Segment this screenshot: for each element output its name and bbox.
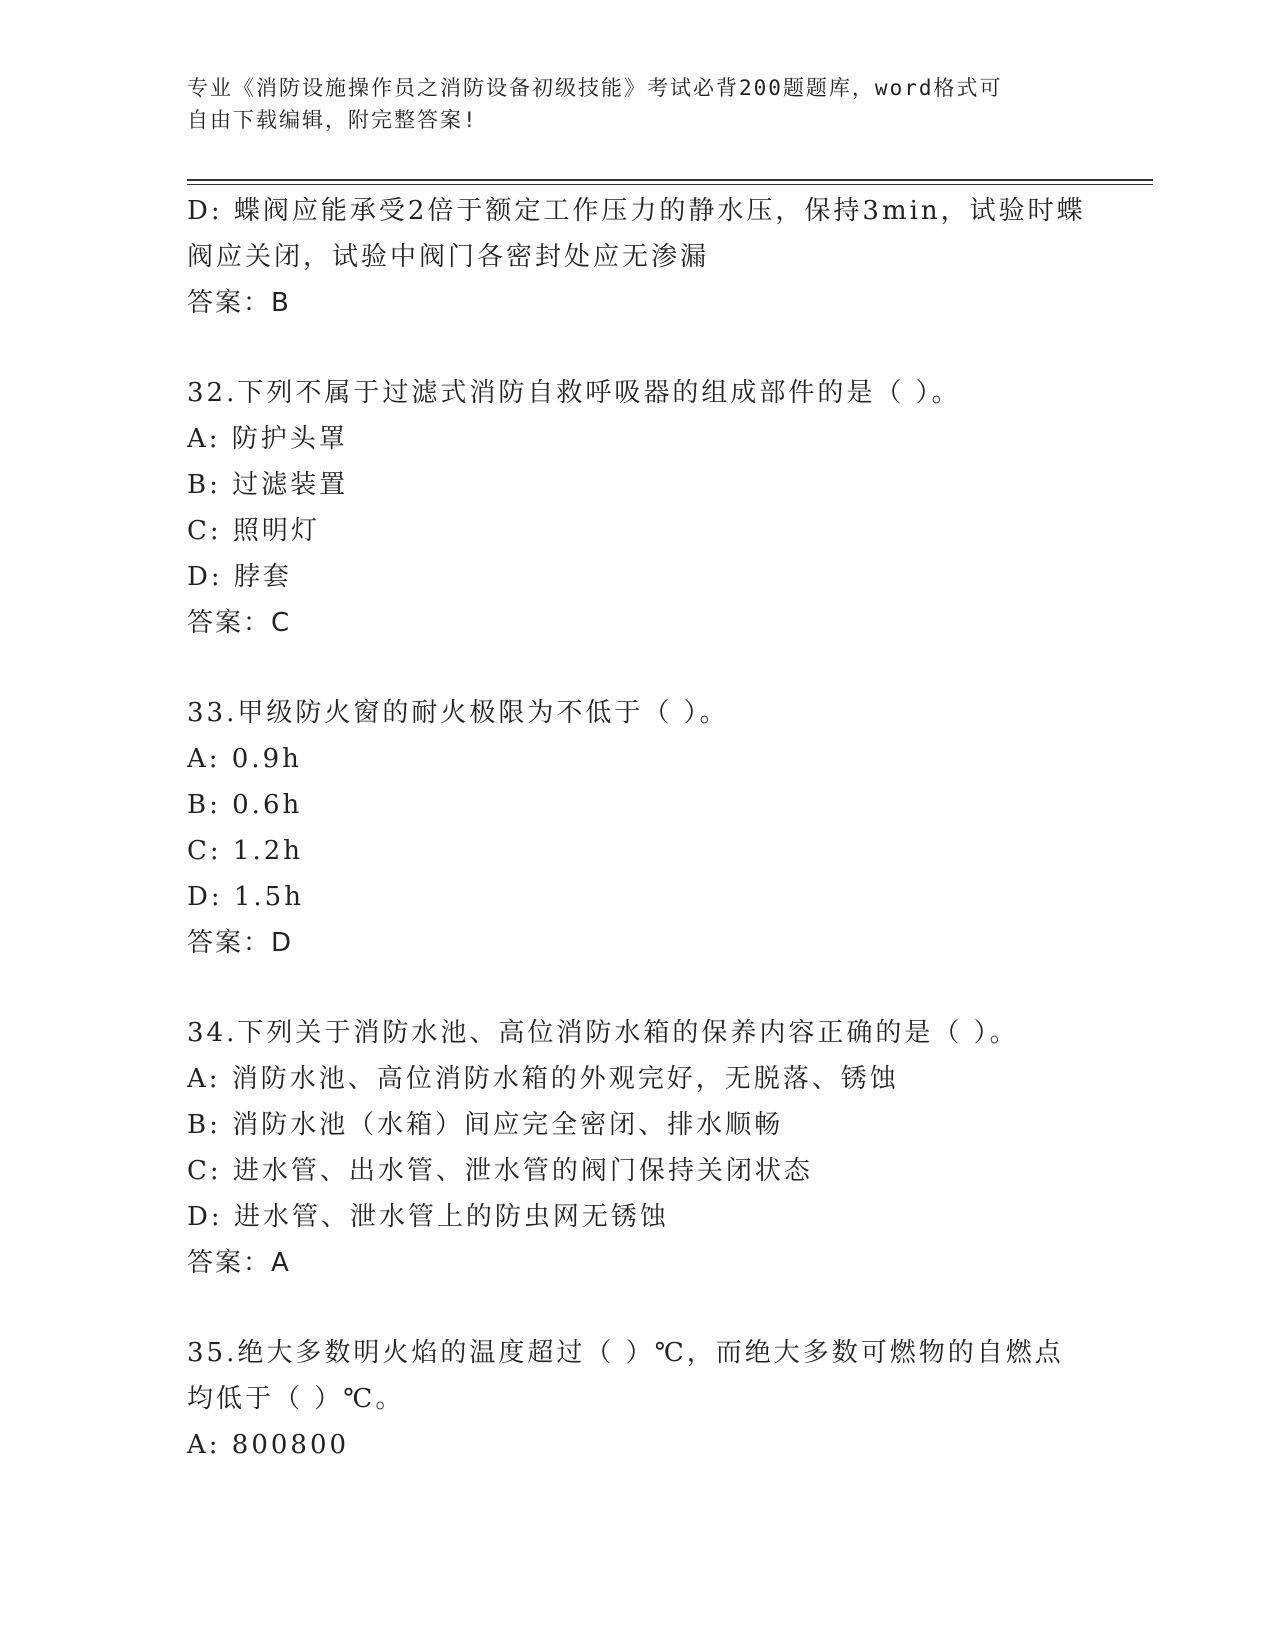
header-line-1: 专业《消防设施操作员之消防设备初级技能》考试必背200题题库，word格式可	[187, 76, 1003, 100]
question-34	[187, 1010, 1087, 1286]
spacer	[187, 1286, 1087, 1330]
question-stem: 34.下列关于消防水池、高位消防水箱的保养内容正确的是（ ）。	[187, 1018, 1019, 1048]
option-b: B: 过滤装置	[187, 470, 349, 500]
answer: 答案：C	[187, 608, 292, 638]
header-divider-thin	[187, 184, 1153, 185]
option-d: D: 进水管、泄水管上的防虫网无锈蚀	[187, 1202, 669, 1232]
option-c: C: 照明灯	[187, 516, 320, 546]
question-33	[187, 690, 1087, 966]
question-31-tail	[187, 188, 1087, 326]
header-divider	[187, 179, 1153, 181]
question-32	[187, 370, 1087, 646]
page-header	[187, 72, 1067, 136]
option-a: A: 防护头罩	[187, 424, 348, 454]
option-a: A: 0.9h	[187, 744, 302, 774]
answer: 答案：A	[187, 1248, 291, 1278]
option-c: C: 进水管、出水管、泄水管的阀门保持关闭状态	[187, 1156, 813, 1186]
question-35	[187, 1330, 1087, 1468]
option-c: C: 1.2h	[187, 836, 304, 866]
question-stem: 33.甲级防火窗的耐火极限为不低于（ ）。	[187, 698, 729, 728]
option-a: A: 800800	[187, 1430, 350, 1460]
option-d: D: 脖套	[187, 562, 292, 592]
question-stem-continued: 均低于（ ）℃。	[187, 1384, 405, 1414]
option-a: A: 消防水池、高位消防水箱的外观完好，无脱落、锈蚀	[187, 1064, 899, 1094]
question-stem: 32.下列不属于过滤式消防自救呼吸器的组成部件的是（ ）。	[187, 378, 961, 408]
question-list	[187, 188, 1087, 1468]
option-d-continued: 阀应关闭，试验中阀门各密封处应无渗漏	[187, 242, 710, 272]
option-d: D: 1.5h	[187, 882, 304, 912]
answer: 答案：B	[187, 288, 291, 318]
spacer	[187, 646, 1087, 690]
header-line-2: 自由下载编辑，附完整答案!	[187, 108, 478, 132]
spacer	[187, 326, 1087, 370]
question-stem: 35.绝大多数明火焰的温度超过（ ）℃，而绝大多数可燃物的自燃点	[187, 1338, 1064, 1368]
spacer	[187, 966, 1087, 1010]
option-b: B: 0.6h	[187, 790, 303, 820]
option-b: B: 消防水池（水箱）间应完全密闭、排水顺畅	[187, 1110, 784, 1140]
answer: 答案：D	[187, 928, 294, 958]
option-d: D: 蝶阀应能承受2倍于额定工作压力的静水压，保持3min，试验时蝶	[187, 196, 1086, 226]
